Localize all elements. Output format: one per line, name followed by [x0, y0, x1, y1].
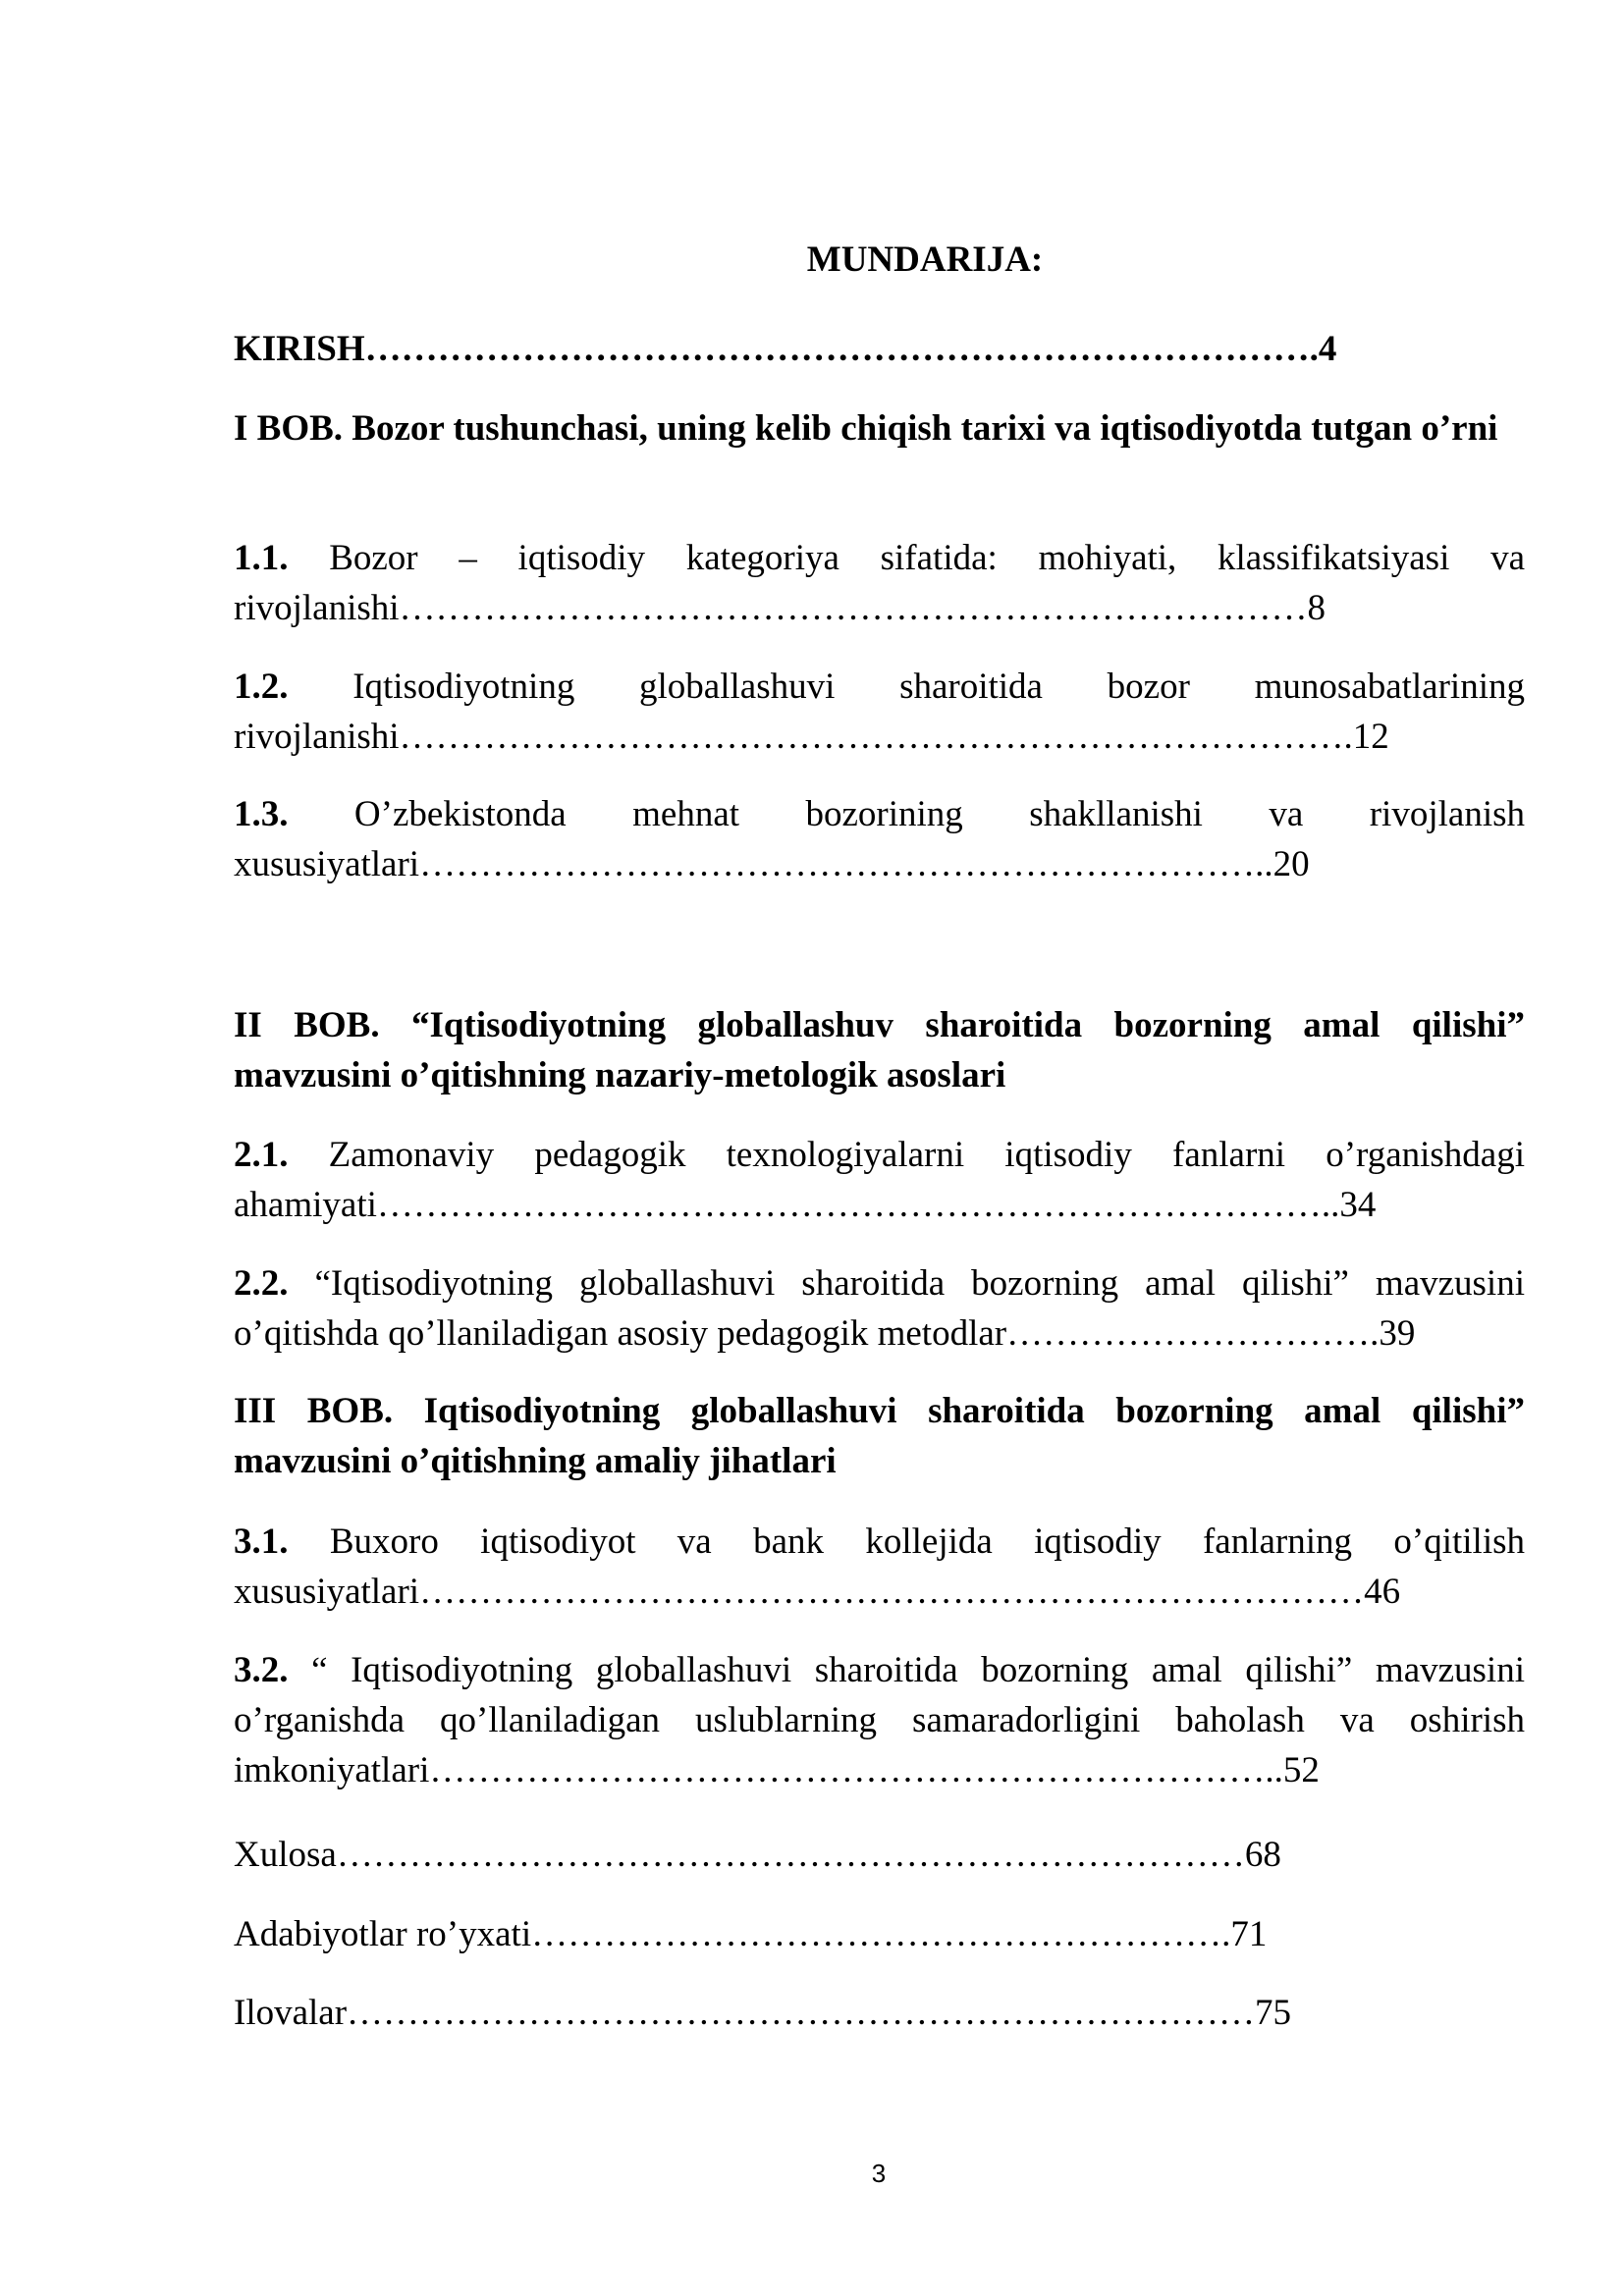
section-text: “ Iqtisodiyotning globallashuvi sharoitida bozorning amal qilishi” mavzusini o’rganishda qo’llaniladigan uslublarning samaradorligini baholash va oshirish imkoniyatlari……………………………………………………………..52 [234, 1650, 1525, 1790]
toc-chapter-3: III BOB. Iqtisodiyotning globallashuvi sharoitida bozorning amal qilishi” mavzusini o’qitishning amaliy jihatlari [234, 1391, 1525, 1481]
toc-entry-adabiyotlar: Adabiyotlar ro’yxati………………………………………………….71 [234, 1914, 1268, 1954]
toc-chapter-1: I BOB. Bozor tushunchasi, uning kelib chiqish tarixi va iqtisodiyotda tutgan o’rni [234, 408, 1498, 449]
section-text: Zamonaviy pedagogik texnologiyalarni iqtisodiy fanlarni o’rganishdagi ahamiyati……………………………………………………………………..34 [234, 1135, 1525, 1225]
toc-entry-xulosa: Xulosa…………………………………………………………………68 [234, 1835, 1281, 1875]
toc-section-2-2 [234, 1258, 1525, 1359]
section-number: 2.2. [234, 1263, 289, 1304]
toc-entry-kirish: KIRISH…………………………………………………………………….4 [234, 329, 1337, 369]
page-number: 3 [871, 2159, 887, 2188]
toc-section-1-3 [234, 789, 1525, 889]
toc-section-3-1 [234, 1517, 1525, 1617]
section-number: 3.1. [234, 1522, 289, 1562]
section-number: 2.1. [234, 1135, 289, 1175]
section-text: O’zbekistonda mehnat bozorining shakllanishi va rivojlanish xususiyatlari……………………………………………………………..20 [234, 794, 1525, 884]
section-number: 3.2. [234, 1650, 289, 1690]
section-text: Iqtisodiyotning globallashuvi sharoitida bozor munosabatlarining rivojlanishi…………………………………………………………………….12 [234, 667, 1525, 757]
section-text: Bozor – iqtisodiy kategoriya sifatida: mohiyati, klassifikatsiyasi va rivojlanishi…………………………………………………………………8 [234, 538, 1525, 628]
section-number: 1.3. [234, 794, 289, 834]
toc-entry-ilovalar: Ilovalar…………………………………………………………………75 [234, 1993, 1292, 2033]
section-text: Buxoro iqtisodiyot va bank kollejida iqtisodiy fanlarning o’qitilish xususiyatlari……………………………………………………………………46 [234, 1522, 1525, 1612]
toc-section-2-1 [234, 1130, 1525, 1230]
section-text: “Iqtisodiyotning globallashuvi sharoitida bozorning amal qilishi” mavzusini o’qitishda qo’llaniladigan asosiy pedagogik metodlar………………………….39 [234, 1263, 1525, 1354]
toc-section-1-2 [234, 662, 1525, 762]
page-title: MUNDARIJA: [806, 240, 1044, 280]
toc-section-1-1 [234, 533, 1525, 633]
toc-section-3-2 [234, 1645, 1525, 1795]
section-number: 1.1. [234, 538, 289, 578]
toc-chapter-2: II BOB. “Iqtisodiyotning globallashuv sharoitida bozorning amal qilishi” mavzusini o’qitishning nazariy-metologik asoslari [234, 1005, 1525, 1095]
section-number: 1.2. [234, 667, 289, 707]
